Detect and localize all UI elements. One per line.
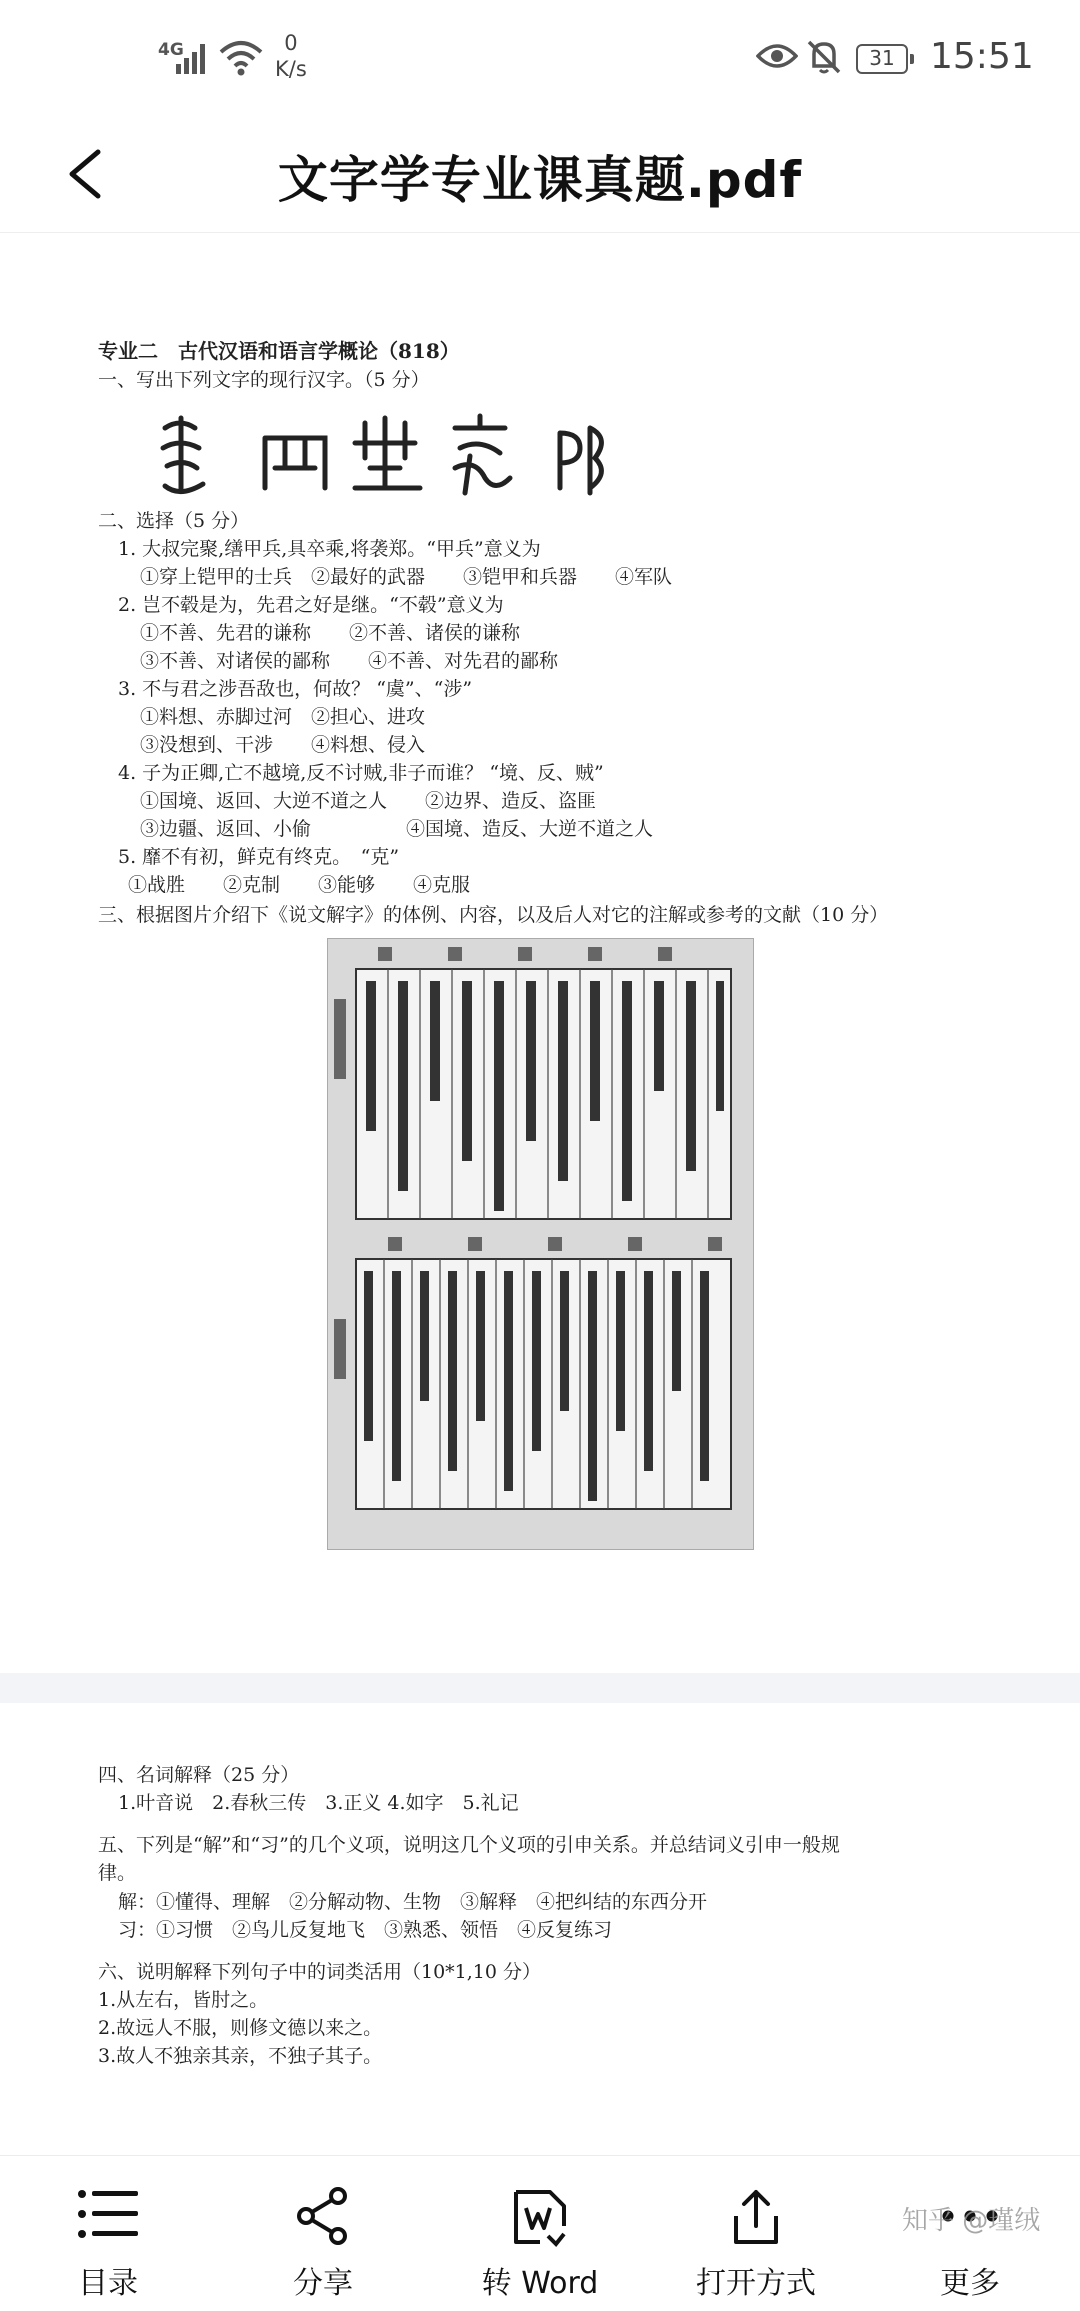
question-5-line2: 律。: [98, 1862, 137, 1884]
title-bar: [0, 120, 1080, 233]
pdf-page-2: [0, 1703, 1080, 2153]
q2-item: 5. 靡不有初，鲜克有终克。 “克”: [118, 846, 400, 868]
page-separator: [0, 1673, 1080, 1703]
q2-item: ①不善、先君的谦称 ②不善、诸侯的谦称: [140, 622, 521, 644]
question-1: 一、写出下列文字的现行汉字。（5 分）: [98, 369, 430, 391]
wifi-icon: [218, 38, 264, 78]
q2-item: ①国境、返回、大逆不道之人 ②边界、造反、盗匪: [140, 790, 597, 812]
q2-item: 3. 不与君之涉吾敌也，何故？ “虞”、“涉”: [118, 678, 473, 700]
q6-item: 3.故人不独亲其亲，不独子其子。: [98, 2045, 383, 2067]
clock: 15:51: [930, 36, 1034, 77]
share-label: 分享: [293, 2266, 353, 2301]
q6-item: 1.从左右，皆肘之。: [98, 1989, 269, 2011]
question-5-line1: 五、下列是“解”和“习”的几个义项，说明这几个义项的引申关系。并总结词义引申一般规: [98, 1834, 840, 1856]
q2-item: ①战胜 ②克制 ③能够 ④克服: [128, 874, 471, 896]
convert-to-word-button[interactable]: [460, 2156, 620, 2311]
more-label: 更多: [940, 2266, 1000, 2301]
open-with-label: 打开方式: [696, 2266, 816, 2301]
network-type: 4G: [158, 40, 184, 60]
catalog-button[interactable]: [28, 2156, 188, 2311]
pdf-viewer[interactable]: [0, 233, 1080, 2153]
share-button[interactable]: [243, 2156, 403, 2311]
q2-item: ③不善、对诸侯的鄙称 ④不善、对先君的鄙称: [140, 650, 559, 672]
convert-to-word-label: 转 Word: [481, 2266, 599, 2301]
document-title: 文字学专业课真题.pdf: [277, 151, 803, 209]
word-document-icon: [510, 2186, 570, 2248]
list-icon: [76, 2186, 140, 2242]
q2-item: ①料想、赤脚过河 ②担心、进攻: [140, 706, 426, 728]
exam-heading: 专业二 古代汉语和语言学概论（818）: [98, 339, 460, 363]
mute-bell-icon: [806, 38, 842, 76]
eye-comfort-icon: [756, 40, 798, 72]
question-6: 六、说明解释下列句子中的词类活用（10*1,10 分）: [98, 1961, 542, 1983]
question-2: 二、选择（5 分）: [98, 510, 250, 532]
status-bar: [0, 0, 1080, 120]
q4-items: 1.叶音说 2.春秋三传 3.正义 4.如字 5.礼记: [118, 1792, 519, 1814]
seal-script-characters-image: [155, 408, 615, 508]
pdf-page-1: [0, 233, 1080, 1673]
cellular-signal-icon: [158, 38, 218, 82]
open-with-button[interactable]: [676, 2156, 836, 2311]
network-speed: 0 K/s: [275, 31, 307, 81]
q2-item: 1. 大叔完聚,缮甲兵,具卒乘,将袭郑。“甲兵”意义为: [118, 538, 541, 560]
q2-item: ③边疆、返回、小偷 ④国境、造反、大逆不道之人: [140, 818, 654, 840]
question-3: 三、根据图片介绍下《说文解字》的体例、内容，以及后人对它的注解或参考的文献（10 分）: [98, 904, 889, 926]
q5-jie: 解：①懂得、理解 ②分解动物、生物 ③解释 ④把纠结的东西分开: [118, 1891, 708, 1913]
share-icon: [293, 2186, 353, 2246]
upload-share-icon: [726, 2186, 786, 2248]
question-4: 四、名词解释（25 分）: [98, 1764, 300, 1786]
q5-xi: 习：①习惯 ②鸟儿反复地飞 ③熟悉、领悟 ④反复练习: [118, 1919, 613, 1941]
catalog-label: 目录: [78, 2266, 138, 2301]
q2-item: ①穿上铠甲的士兵 ②最好的武器 ③铠甲和兵器 ④军队: [140, 566, 673, 588]
q2-item: ③没想到、干涉 ④料想、侵入: [140, 734, 426, 756]
zhihu-watermark: 知乎 @瑾绒: [902, 2206, 1041, 2236]
battery-indicator: 31: [856, 44, 908, 74]
q2-item: 2. 岂不毂是为，先君之好是继。“不毂”意义为: [118, 594, 504, 616]
q6-item: 2.故远人不服，则修文德以来之。: [98, 2017, 383, 2039]
shuowen-jiezi-scan-image: [327, 938, 754, 1550]
q2-item: 4. 子为正卿,亡不越境,反不讨贼,非子而谁？ “境、反、贼”: [118, 762, 604, 784]
